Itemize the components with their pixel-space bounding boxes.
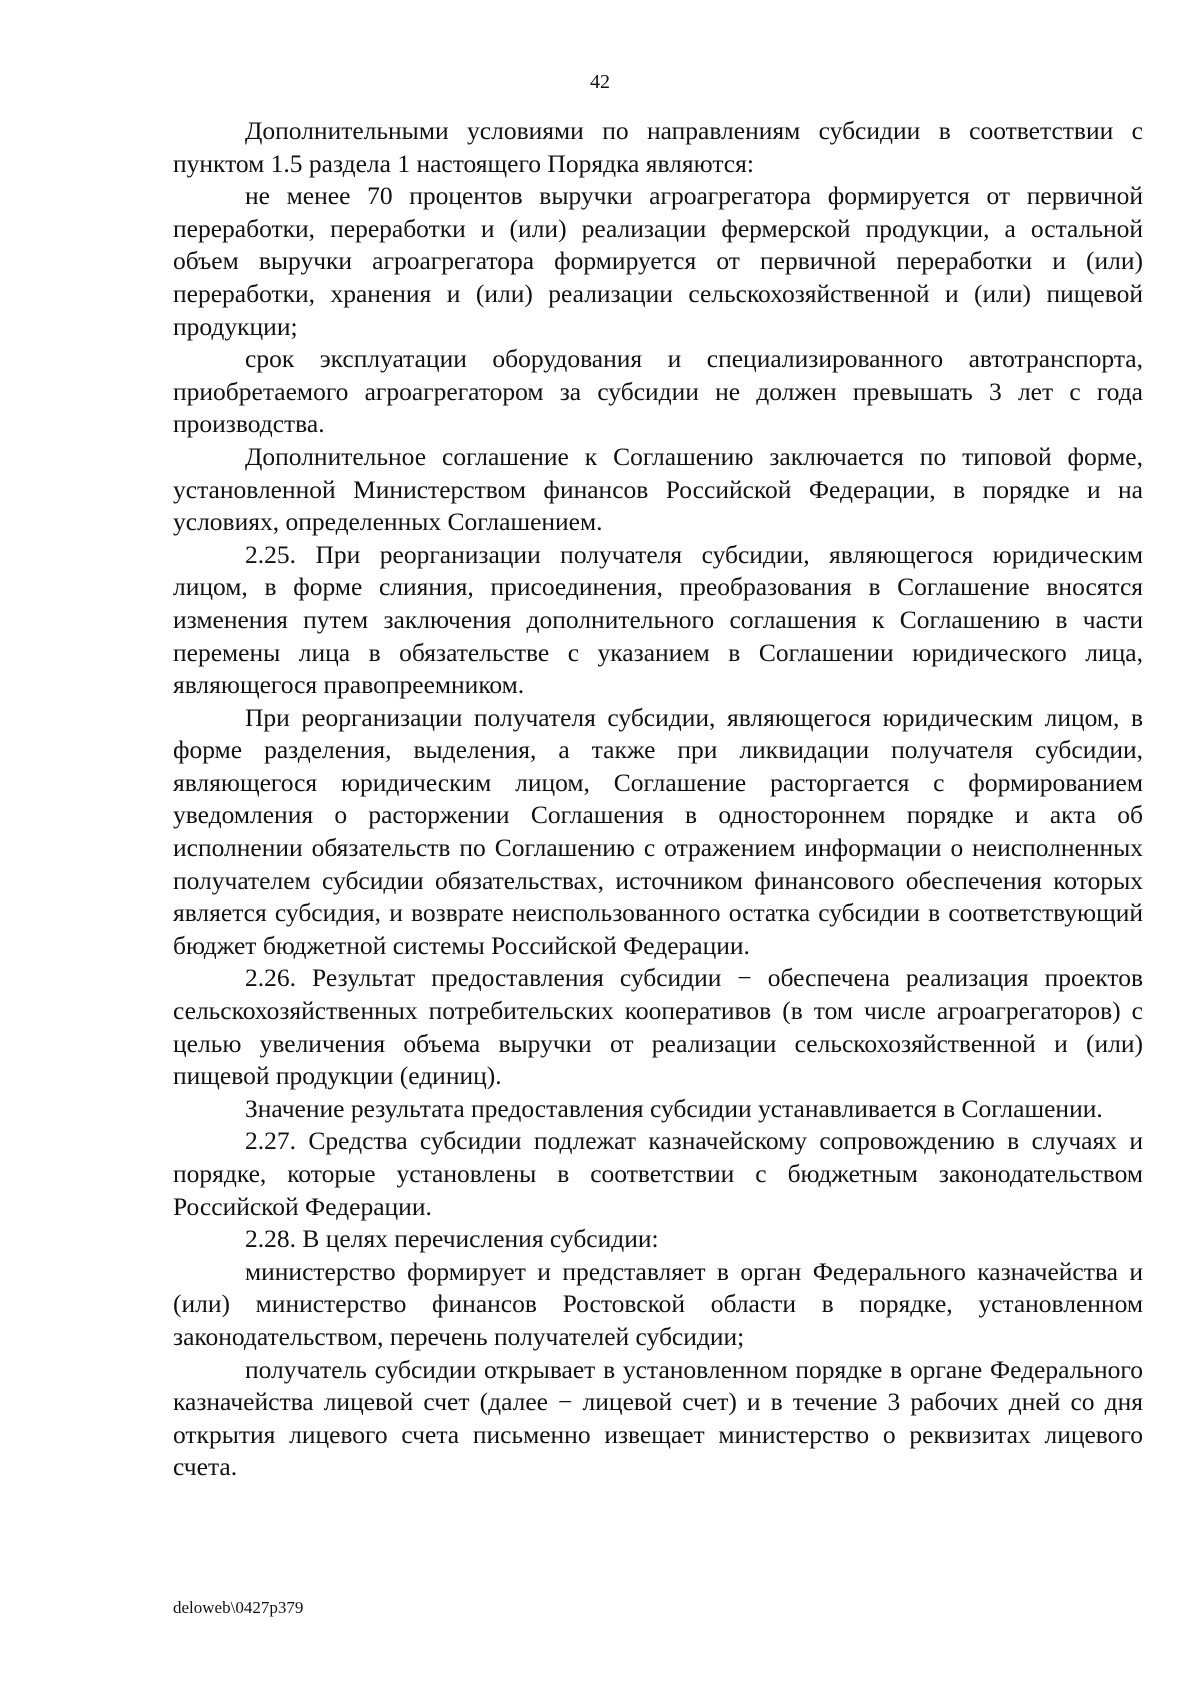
paragraph-personal-account: получатель субсидии открывает в установленном порядке в органе Федерального казначейства лицевой счет (далее − лицевой счет) и в течение 3 рабочих дней со дня открытия лицевого счета письменно извещает министерство о реквизитах лицевого счета. bbox=[173, 1354, 1143, 1482]
footer-document-code: deloweb\0427p379 bbox=[173, 1598, 304, 1617]
paragraph-additional-agreement: Дополнительное соглашение к Соглашению заключается по типовой форме, установленной Министерством финансов Российской Федерации, в порядке и на условиях, определенных Соглашением. bbox=[173, 441, 1143, 537]
paragraph-ministry-list: министерство формирует и представляет в орган Федерального казначейства и (или) министерство финансов Ростовской области в порядке, установленном законодательством, перечень получателей субсидии; bbox=[173, 1256, 1143, 1351]
paragraph-2-27: 2.27. Средства субсидии подлежат казначейскому сопровождению в случаях и порядке, которые установлены в соответствии с бюджетным законодательством Российской Федерации. bbox=[173, 1126, 1143, 1221]
paragraph-2-25: 2.25. При реорганизации получателя субсидии, являющегося юридическим лицом, в форме слияния, присоединения, преобразования в Соглашение вносятся изменения путем заключения дополнительного соглашения к Соглашению в части перемены лица в обязательстве с указанием в Соглашении юридического лица, являющегося правопреемником. bbox=[173, 539, 1143, 700]
document-body bbox=[173, 115, 1143, 1484]
paragraph-equipment-age: срок эксплуатации оборудования и специализированного автотранспорта, приобретаемого агроагрегатором за субсидии не должен превышать 3 лет с года производства. bbox=[173, 344, 1143, 439]
paragraph-result-value: Значение результата предоставления субсидии устанавливается в Соглашении. bbox=[245, 1093, 1103, 1123]
paragraph-revenue-condition: не менее 70 процентов выручки агроагрегатора формируется от первичной переработки, переработки и (или) реализации фермерской продукции, а остальной объем выручки агроагрегатора формируется от первичной переработки и (или) переработки, хранения и (или) реализации сельскохозяйственной и (или) пищевой продукции; bbox=[173, 181, 1143, 341]
paragraph-2-26: 2.26. Результат предоставления субсидии − обеспечена реализация проектов сельскохозяйственных потребительских кооперативов (в том числе агроагрегаторов) с целью увеличения объема выручки от реализации сельскохозяйственной и (или) пищевой продукции (единиц). bbox=[173, 963, 1143, 1091]
paragraph-additional-conditions: Дополнительными условиями по направлениям субсидии в соответствии с пунктом 1.5 раздела 1 настоящего Порядка являются: bbox=[173, 116, 1143, 178]
page-number: 42 bbox=[590, 71, 610, 93]
paragraph-reorganization-termination: При реорганизации получателя субсидии, являющегося юридическим лицом, в форме разделения, выделения, а также при ликвидации получателя субсидии, являющегося юридическим лицом, Соглашение расторгается с формированием уведомления о расторжении Соглашения в одностороннем порядке и акта об исполнении обязательств по Соглашению с отражением информации о неисполненных получателем субсидии обязательствах, источником финансового обеспечения которых является субсидия, и возврате неиспользованного остатка субсидии в соответствующий бюджет бюджетной системы Российской Федерации. bbox=[173, 702, 1143, 960]
paragraph-2-28: 2.28. В целях перечисления субсидии: bbox=[245, 1224, 659, 1254]
